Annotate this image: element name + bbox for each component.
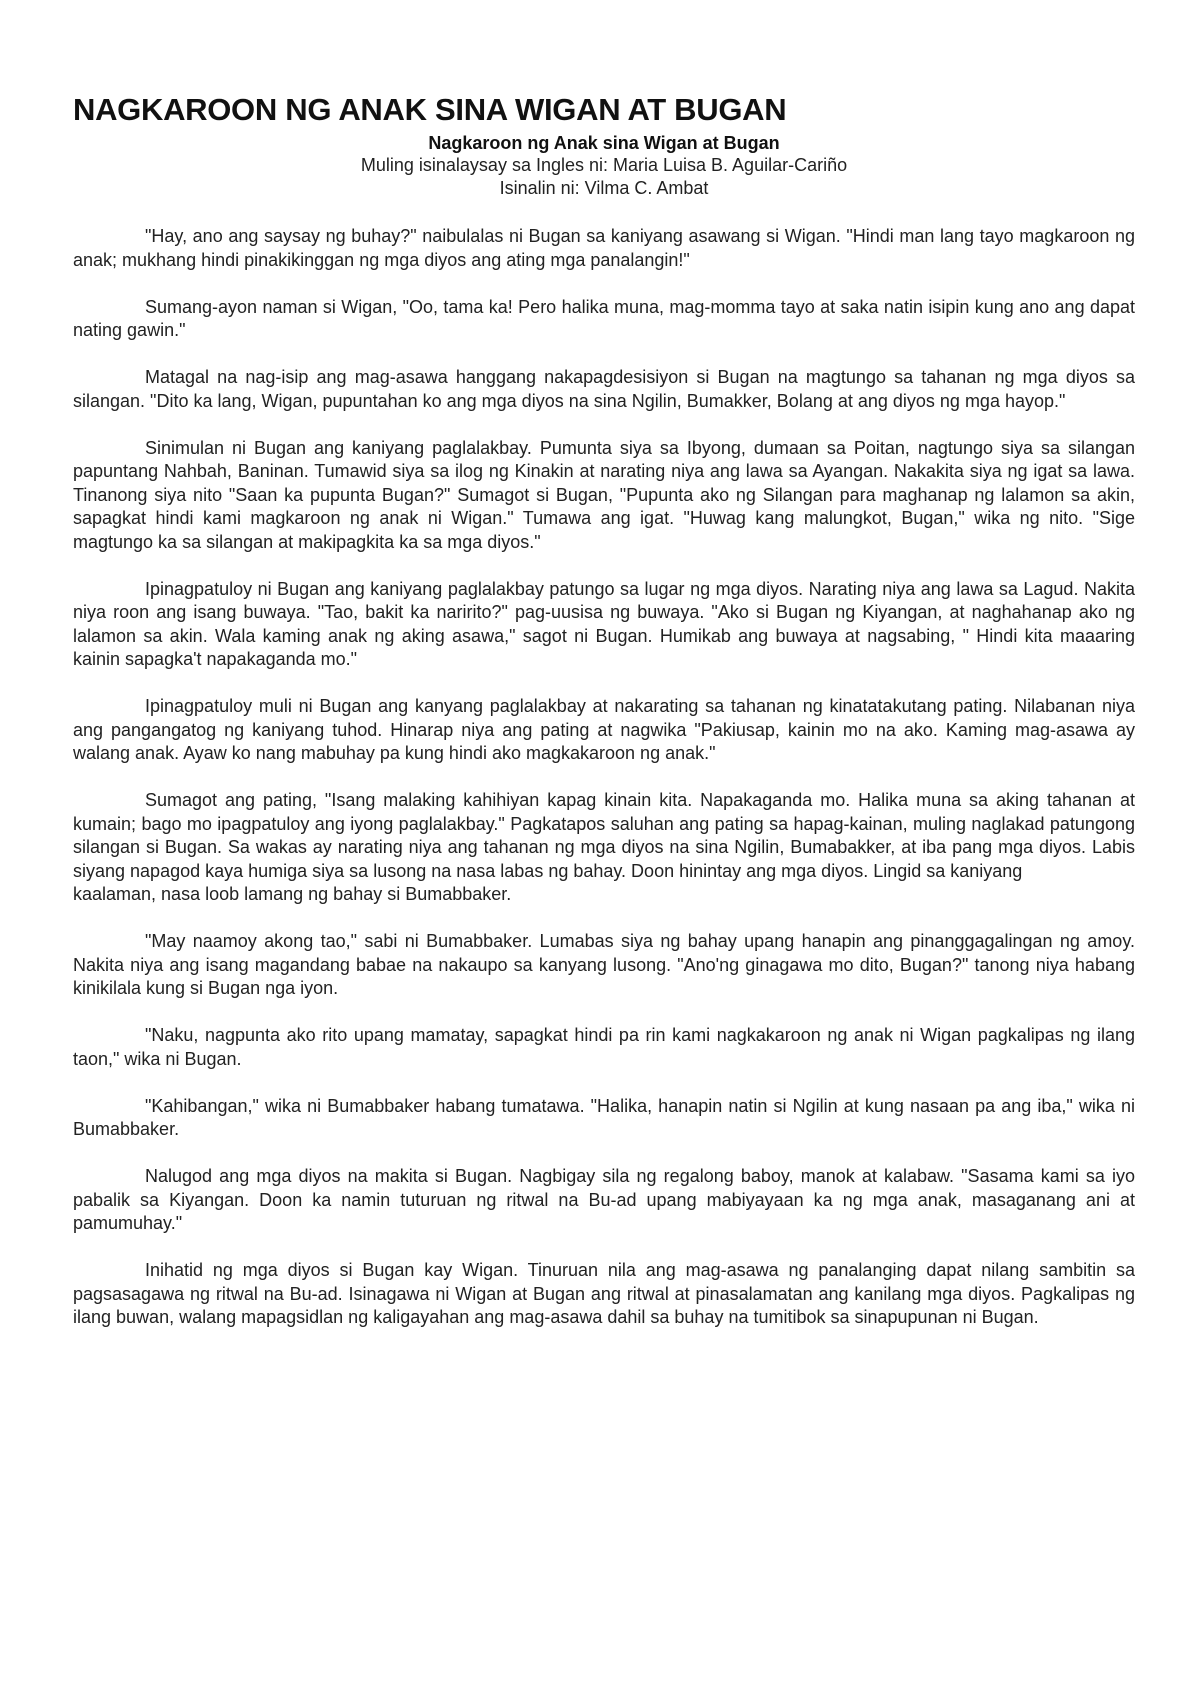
- paragraph-9: "Naku, nagpunta ako rito upang mamatay, sapagkat hindi pa rin kami nagkakaroon ng anak ni Wigan pagkalipas ng ilang taon," wika ni Bugan.: [73, 1025, 1135, 1069]
- document-page: [73, 88, 1135, 1353]
- paragraph-6: Ipinagpatuloy muli ni Bugan ang kanyang paglalakbay at nakarating sa tahanan ng kinatatakutang pating. Nilabanan niya ang pangangatog ng kaniyang tuhod. Hinarap niya ang pating at nagwika "Pakiusap, kainin mo na ako. Kaming mag-asawa ay walang anak. Ayaw ko nang mabuhay pa kung hindi ako magkakaroon ng anak.": [73, 696, 1135, 763]
- paragraph-8: "May naamoy akong tao," sabi ni Bumabbaker. Lumabas siya ng bahay upang hanapin ang pinanggagalingan ng amoy. Nakita niya ang isang magandang babae na nakaupo sa kanyang lusong. "Ano'ng ginagawa mo dito, Bugan?" tanong niya habang kinikilala kung si Bugan nga iyon.: [73, 931, 1135, 998]
- retold-by-credit: Muling isinalaysay sa Ingles ni: Maria Luisa B. Aguilar-Cariño: [360, 155, 848, 175]
- paragraph-10: "Kahibangan," wika ni Bumabbaker habang tumatawa. "Halika, hanapin natin si Ngilin at kung nasaan pa ang iba," wika ni Bumabbaker.: [73, 1095, 1135, 1139]
- paragraph-3: Matagal na nag-isip ang mag-asawa hanggang nakapagdesisiyon si Bugan na magtungo sa tahanan ng mga diyos sa silangan. "Dito ka lang, Wigan, pupuntahan ko ang mga diyos na sina Ngilin, Bumakker, Bolang at ang diyos ng mga hayop.": [73, 367, 1135, 411]
- paragraph-11: Nalugod ang mga diyos na makita si Bugan. Nagbigay sila ng regalong baboy, manok at kalabaw. "Sasama kami sa iyo pabalik sa Kiyangan. Doon ka namin tuturuan ng ritwal na Bu-ad upang mabiyayaan ka ng mga anak, masaganang ani at pamumuhay.": [73, 1166, 1135, 1233]
- translator-credit: Isinalin ni: Vilma C. Ambat: [499, 178, 709, 198]
- story-body: [73, 225, 1135, 1330]
- paragraph-2: Sumang-ayon naman si Wigan, "Oo, tama ka! Pero halika muna, mag-momma tayo at saka natin isipin kung ano ang dapat nating gawin.": [73, 296, 1135, 340]
- document-subtitle: Nagkaroon ng Anak sina Wigan at Bugan: [428, 133, 780, 153]
- document-title: NAGKAROON NG ANAK SINA WIGAN AT BUGAN: [73, 92, 787, 127]
- paragraph-4: Sinimulan ni Bugan ang kaniyang paglalakbay. Pumunta siya sa Ibyong, dumaan sa Poitan, nagtungo siya sa silangan papuntang Nahbah, Baninan. Tumawid siya sa ilog ng Kinakin at narating niya ang lawa sa Ayangan. Nakakita siya ng igat sa lawa. Tinanong siya nito "Saan ka pupunta Bugan?" Sumagot si Bugan, "Pupunta ako ng Silangan para maghanap ng lalamon sa akin, sapagkat hindi kami magkaroon ng anak ni Wigan." Tumawa ang igat. "Huwag kang malungkot, Bugan," wika ng nito. "Sige magtungo ka sa silangan at makipagkita ka sa mga diyos.": [73, 437, 1135, 552]
- paragraph-7-continuation: kaalaman, nasa loob lamang ng bahay si Bumabbaker.: [73, 884, 512, 904]
- paragraph-7: Sumagot ang pating, "Isang malaking kahihiyan kapag kinain kita. Napakaganda mo. Halika muna sa aking tahanan at kumain; bago mo ipagpatuloy ang iyong paglalakbay." Pagkatapos saluhan ang pating sa hapag-kainan, muling naglakad patungong silangan si Bugan. Sa wakas ay narating niya ang tahanan ng mga diyos na sina Ngilin, Bumabakker, at iba pang mga diyos. Labis siyang napagod kaya humiga siya sa lusong na nasa labas ng bahay. Doon hinintay ang mga diyos. Lingid sa kaniyang: [73, 790, 1135, 881]
- paragraph-5: Ipinagpatuloy ni Bugan ang kaniyang paglalakbay patungo sa lugar ng mga diyos. Narating niya ang lawa sa Lagud. Nakita niya roon ang isang buwaya. "Tao, bakit ka naririto?" pag-uusisa ng buwaya. "Ako si Bugan ng Kiyangan, at naghahanap ako ng lalamon sa akin. Wala kaming anak ng aking asawa," sagot ni Bugan. Humikab ang buwaya at nagsabing, " Hindi kita maaaring kainin sapagka't napakaganda mo.": [73, 578, 1135, 669]
- paragraph-12: Inihatid ng mga diyos si Bugan kay Wigan. Tinuruan nila ang mag-asawa ng panalanging dapat nilang sambitin sa pagsasagawa ng ritwal na Bu-ad. Isinagawa ni Wigan at Bugan ang ritwal at pinasalamatan ang kanilang mga diyos. Pagkalipas ng ilang buwan, walang mapagsidlan ng kaligayahan ang mag-asawa dahil sa buhay na tumitibok sa sinapupunan ni Bugan.: [73, 1260, 1135, 1327]
- paragraph-1: "Hay, ano ang saysay ng buhay?" naibulalas ni Bugan sa kaniyang asawang si Wigan. "Hindi man lang tayo magkaroon ng anak; mukhang hindi pinakikinggan ng mga diyos ang ating mga panalangin!": [73, 226, 1135, 270]
